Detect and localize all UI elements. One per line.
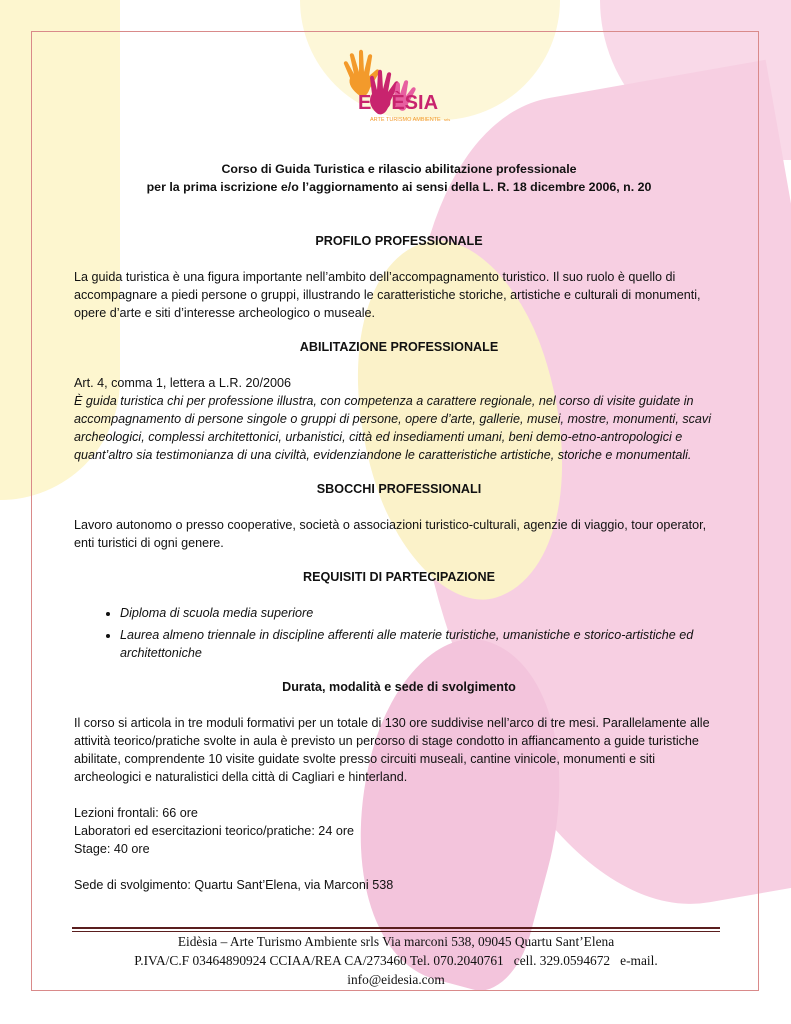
list-item: • Laurea almeno triennale in discipline afferenti alle materie turistiche, umanistiche e storico-artistiche ed architettoniche bbox=[120, 626, 724, 662]
abilitazione-reference: Art. 4, comma 1, lettera a L.R. 20/2006 bbox=[74, 376, 292, 390]
footer bbox=[72, 932, 720, 989]
title-line-1: Corso di Guida Turistica e rilascio abilitazione professionale bbox=[221, 162, 577, 176]
hours-laboratori: Laboratori ed esercitazioni teorico/pratiche: 24 ore bbox=[74, 824, 355, 838]
footer-email[interactable]: info@eidesia.com bbox=[347, 972, 445, 987]
footer-line-2: P.IVA/C.F 03464890924 CCIAA/REA CA/273460 Tel. 070.2040761 cell. 329.0594672 e-mail. bbox=[134, 953, 658, 968]
title-line-2: per la prima iscrizione e/o l’aggiornamento ai sensi della L. R. 18 dicembre 2006, n. 20 bbox=[146, 180, 652, 194]
hours-stage: Stage: 40 ore bbox=[74, 842, 150, 856]
hours-lezioni: Lezioni frontali: 66 ore bbox=[74, 806, 198, 820]
footer-line-1: Eidèsia – Arte Turismo Ambiente srls Via marconi 538, 09045 Quartu Sant’Elena bbox=[177, 934, 615, 949]
abilitazione-quote: È guida turistica chi per professione illustra, con competenza a carattere regionale, nel corso di visite guidate in accompagnamento di persone singole o gruppi di persone, opere d’arte, gallerie, musei, mostre, monumenti, scavi archeologici, complessi architettonici, urbanistici, città ed insediamenti umani, beni demo-etno-antropologici e quant’altro sia testimonianza di una civiltà, evidenziandone le caratteristiche artistiche, storiche e monumentali. bbox=[74, 394, 712, 462]
requisiti-list bbox=[74, 604, 724, 662]
sede-text: Sede di svolgimento: Quartu Sant’Elena, via Marconi 538 bbox=[74, 878, 394, 892]
document-body bbox=[74, 160, 724, 894]
heading-sbocchi: SBOCCHI PROFESSIONALI bbox=[316, 482, 482, 496]
heading-durata: Durata, modalità e sede di svolgimento bbox=[282, 680, 516, 694]
logo-tagline: ARTE TURISMO AMBIENTE bbox=[370, 117, 441, 123]
heading-requisiti: REQUISITI DI PARTECIPAZIONE bbox=[303, 570, 495, 584]
document-title bbox=[74, 160, 724, 196]
durata-text: Il corso si articola in tre moduli formativi per un totale di 130 ore suddivise nell’arco di tre mesi. Parallelamente alle attività teorico/pratiche svolte in aula è previsto un percorso di stage condotto in affiancamento a guide turistiche abilitate, comprendente 10 visite guidate svolte presso circuiti museali, cantine vinicole, monumenti e siti archeologici e naturalistici della città di Cagliari e hinterland. bbox=[74, 716, 710, 784]
profilo-text: La guida turistica è una figura importante nell’ambito dell’accompagnamento turistico. Il suo ruolo è quello di accompagnare a piedi persone o gruppi, illustrando le caratteristiche storiche, artistiche e culturali di monumenti, opere d’arte e siti d’interesse archeologico o museale. bbox=[74, 270, 701, 320]
logo-name: EIDÈSIA bbox=[358, 92, 439, 114]
hands-logo-icon bbox=[330, 44, 470, 130]
eidesia-logo bbox=[330, 44, 470, 130]
heading-profilo: PROFILO PROFESSIONALE bbox=[315, 234, 483, 248]
list-item: • Diploma di scuola media superiore bbox=[120, 604, 724, 622]
heading-abilitazione: ABILITAZIONE PROFESSIONALE bbox=[299, 340, 499, 354]
sbocchi-text: Lavoro autonomo o presso cooperative, società o associazioni turistico-culturali, agenzie di viaggio, tour operator, enti turistici di ogni genere. bbox=[74, 518, 707, 550]
footer-divider bbox=[72, 927, 720, 929]
logo-suffix: srls bbox=[444, 117, 451, 122]
